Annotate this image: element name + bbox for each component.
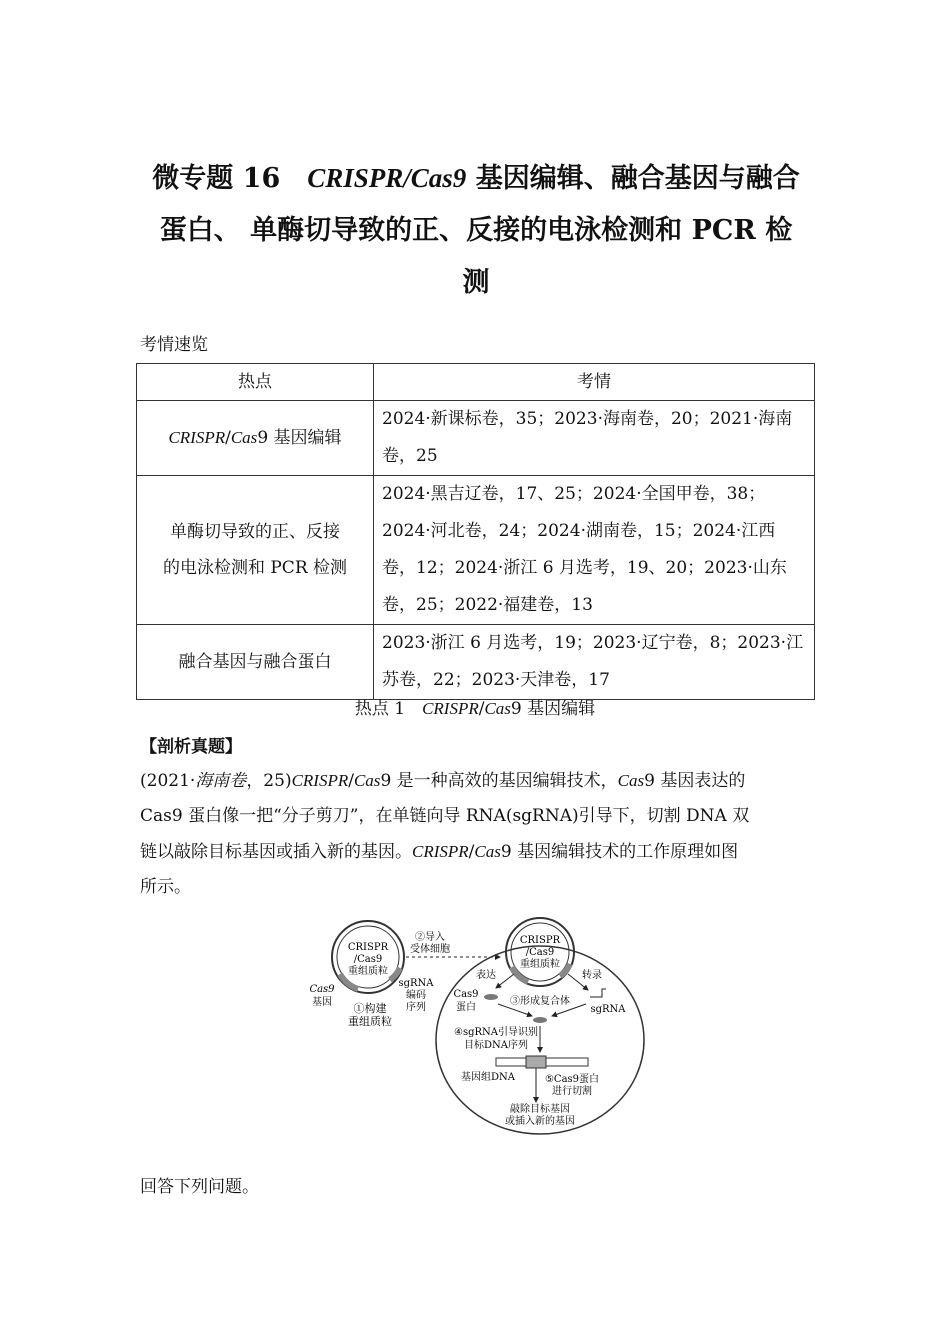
question-line: 所示。: [140, 877, 191, 897]
table-row: [137, 625, 815, 700]
left-plasmid: [332, 921, 404, 993]
table-cell-hotspot: 融合基因与融合蛋白: [137, 625, 374, 700]
hotspot-heading: 热点 1 CRISPR/Cas9 基因编辑: [354, 699, 596, 719]
plasmid-label: CRISPR: [347, 942, 389, 953]
table-cell-exams: 2024·黑吉辽卷，17、25；2024·全国甲卷，38； 2024·河北卷，24；2024·湖南卷，15；2024·江西 卷，12；2024·浙江 6 月选考，19、20；2023·山东 卷，25；2022·福建卷，13: [374, 476, 815, 625]
transcribe-label: 转录: [582, 970, 602, 981]
step2-label: 受体细胞: [410, 944, 450, 955]
overview-table: [136, 363, 815, 700]
step4-label: 目标DNA序列: [464, 1040, 528, 1051]
step1-label: 重组质粒: [348, 1015, 392, 1028]
table-header-exams: 考情: [374, 364, 815, 401]
table-cell-exams: 2023·浙江 6 月选考，19；2023·辽宁卷，8；2023·江 苏卷，22；2023·天津卷，17: [374, 625, 815, 700]
table-cell-exams: 2024·新课标卷，35；2023·海南卷，20；2021·海南 卷，25: [374, 401, 815, 476]
genomic-dna-label: 基因组DNA: [461, 1072, 515, 1083]
title-line-3: 测: [462, 267, 490, 298]
sgrna-seq-label: 编码: [406, 990, 426, 1001]
title-line-2: 蛋白、 单酶切导致的正、反接的电泳检测和 PCR 检: [159, 215, 793, 246]
step3-label: ③形成复合体: [510, 996, 570, 1007]
step5-label: 进行切割: [552, 1086, 592, 1097]
step2-label: ②导入: [415, 932, 445, 943]
sgrna-seq-label: sgRNA: [398, 978, 434, 989]
question-line: Cas9 蛋白像一把“分子剪刀”，在单链向导 RNA(sgRNA)引导下，切割 DNA 双: [140, 806, 750, 826]
analysis-heading: 【剖析真题】: [140, 737, 242, 757]
table-row: [137, 476, 815, 625]
answer-prompt: 回答下列问题。: [140, 1177, 259, 1197]
svg-text:CRISPR: CRISPR: [519, 935, 561, 946]
table-cell-hotspot: 单酶切导致的正、反接 的电泳检测和 PCR 检测: [137, 476, 374, 625]
step1-label: ①构建: [353, 1002, 387, 1015]
cas9-gene-label: 基因: [312, 997, 332, 1008]
crispr-diagram: [300, 912, 650, 1137]
table-header-hotspot: 热点: [137, 364, 374, 401]
title-line-1: 微专题 16 CRISPR/Cas9 基因编辑、融合基因与融合: [152, 163, 800, 194]
overview-label: 考情速览: [140, 335, 208, 355]
svg-text:重组质粒: 重组质粒: [520, 959, 560, 970]
express-label: 表达: [476, 970, 496, 981]
sgrna-seq-label: 序列: [406, 1002, 426, 1013]
cas9-protein-label: 蛋白: [456, 1002, 476, 1013]
result-label: 或插入新的基因: [505, 1116, 575, 1127]
sgrna-label: sgRNA: [590, 1004, 626, 1015]
table-row: [137, 401, 815, 476]
result-label: 敲除目标基因: [510, 1104, 570, 1115]
question-line: 链以敲除目标基因或插入新的基因。CRISPR/Cas9 基因编辑技术的工作原理如图: [140, 842, 739, 862]
plasmid-label: 重组质粒: [348, 966, 388, 977]
cas9-protein-label: Cas9: [453, 989, 479, 1000]
table-header-row: [137, 364, 815, 401]
right-plasmid: [506, 918, 574, 986]
table-cell-hotspot: CRISPR/Cas9 基因编辑: [137, 401, 374, 476]
step5-label: ⑤Cas9蛋白: [544, 1074, 600, 1085]
svg-text:/Cas9: /Cas9: [525, 947, 555, 958]
question-line: (2021·海南卷，25)CRISPR/Cas9 是一种高效的基因编辑技术，Cas9 基因表达的: [140, 771, 746, 791]
plasmid-label: /Cas9: [353, 954, 383, 965]
question-text: [140, 763, 812, 905]
page-title: [140, 152, 812, 309]
step4-label: ④sgRNA引导识别: [454, 1027, 538, 1038]
cas9-gene-label: Cas9: [309, 984, 335, 995]
